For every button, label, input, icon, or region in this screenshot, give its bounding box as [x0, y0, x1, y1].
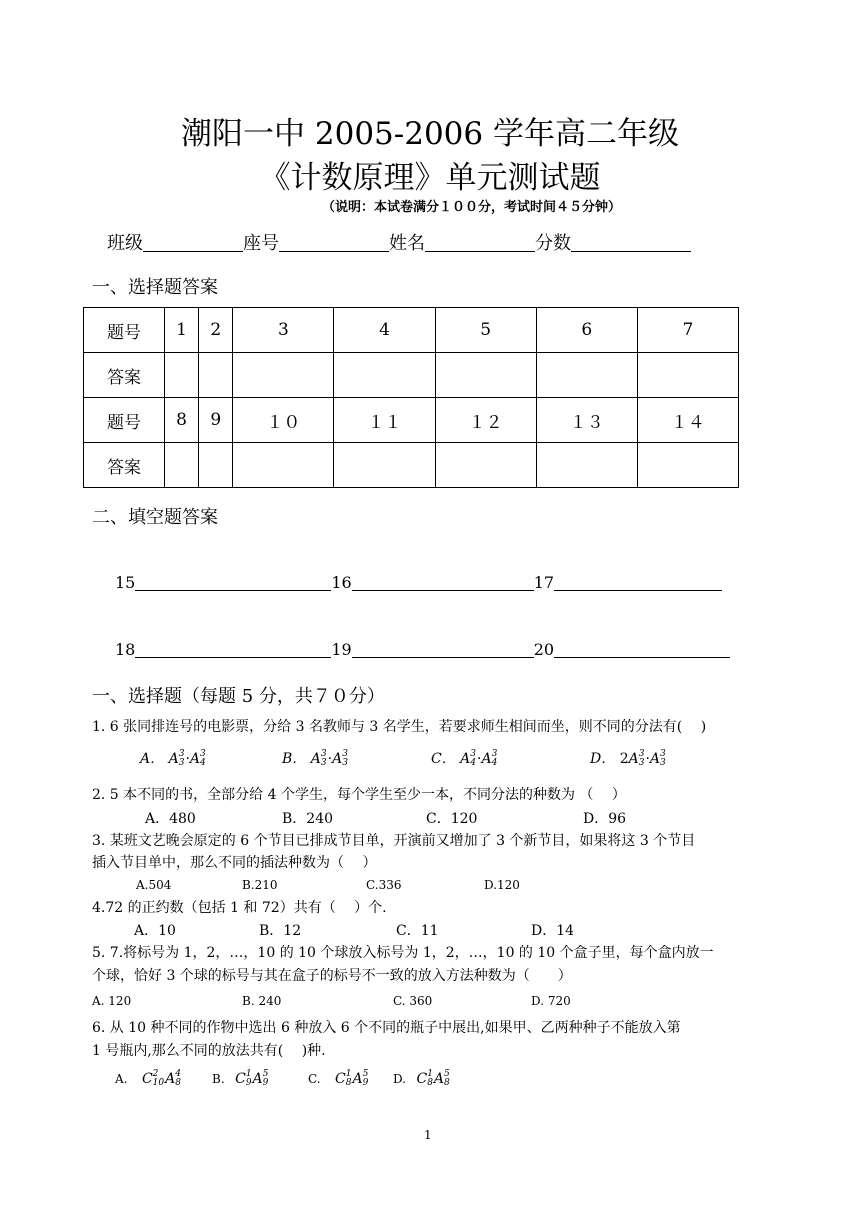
question-2-option-d: D．96 — [583, 811, 627, 827]
page-number: 1 — [424, 1128, 432, 1142]
question-6-text-line2: 1 号瓶内,那么不同的放法共有( )种. — [92, 1043, 326, 1059]
answer-cell[interactable] — [536, 443, 637, 488]
question-3-option-b: B.210 — [242, 878, 278, 892]
question-1-option-b: B． A 3 3 ·A 3 3 — [282, 749, 348, 768]
question-3-option-d: D.120 — [484, 878, 520, 892]
question-number: 8 — [165, 398, 199, 443]
question-3-option-a: A.504 — [136, 878, 172, 892]
question-6-option-b: B. C 1 9 A 5 9 — [212, 1069, 269, 1088]
question-number: １４ — [637, 398, 738, 443]
answer-cell[interactable] — [165, 353, 199, 398]
question-6-option-a: A. C 2 10 A 4 8 — [115, 1069, 181, 1088]
answer-cell[interactable] — [334, 443, 435, 488]
option-label: B． — [282, 751, 307, 767]
question-4-option-d: D．14 — [531, 923, 575, 939]
row-label: 题号 — [84, 308, 165, 353]
page-title: 潮阳一中 2005-2006 学年高二年级 — [181, 116, 679, 152]
fill-number-19: 19 — [331, 640, 352, 659]
question-4-option-b: B．12 — [259, 923, 302, 939]
fill-blank-15[interactable] — [135, 572, 331, 591]
question-number: 6 — [536, 308, 637, 353]
question-2-text: 2. 5 本不同的书，全部分给 4 个学生，每个学生至少一本，不同分法的种数为 （ ） — [92, 787, 626, 803]
answer-cell[interactable] — [637, 353, 738, 398]
question-number: 9 — [199, 398, 233, 443]
option-label: C． — [431, 751, 456, 767]
question-5-option-a: A. 120 — [92, 994, 132, 1008]
table-row — [84, 443, 739, 488]
question-5-option-b: B. 240 — [242, 994, 282, 1008]
fill-number-18: 18 — [115, 640, 136, 659]
fill-blank-16[interactable] — [352, 572, 534, 591]
fill-number-20: 20 — [533, 640, 555, 659]
choice-questions-heading: 一、选择题（每题 5 分，共７０分） — [92, 686, 385, 707]
answer-cell[interactable] — [199, 353, 233, 398]
table-row — [84, 353, 739, 398]
question-1-option-d: D． 2A 3 3 ·A 3 3 — [590, 749, 666, 768]
option-label: D. — [393, 1072, 407, 1086]
option-label: C. — [308, 1072, 321, 1086]
question-number: 1 — [165, 308, 199, 353]
table-row — [84, 398, 739, 443]
question-6-text-line1: 6. 从 10 种不同的作物中选出 6 种放入 6 个不同的瓶子中展出,如果甲、乙两种种子不能放入第 — [92, 1020, 681, 1036]
answer-cell[interactable] — [435, 443, 536, 488]
question-2-option-a: A．480 — [145, 811, 196, 827]
question-number: １０ — [233, 398, 334, 443]
question-3-text-line1: 3. 某班文艺晚会原定的 6 个节目已排成节目单，开演前又增加了 3 个新节目，如果将这 3 个节目 — [92, 833, 696, 849]
fill-blank-17[interactable] — [554, 572, 722, 591]
fill-answers-heading: 二、填空题答案 — [92, 507, 218, 528]
score-label: 分数 — [535, 233, 571, 254]
question-number: １１ — [334, 398, 435, 443]
fill-blank-18[interactable] — [135, 639, 331, 658]
answer-cell[interactable] — [233, 443, 334, 488]
question-number: 2 — [199, 308, 233, 353]
question-1-text: 1. 6 张同排连号的电影票，分给 3 名教师与 3 名学生，若要求师生相间而坐，则不同的分法有( ) — [92, 719, 707, 735]
question-1-option-a: A． A 3 3 ·A 3 4 — [140, 749, 206, 768]
question-4-option-a: A．10 — [134, 923, 176, 939]
fill-blank-19[interactable] — [352, 639, 534, 658]
question-number: 7 — [637, 308, 738, 353]
answer-cell[interactable] — [199, 443, 233, 488]
question-number: 5 — [435, 308, 536, 353]
question-6-option-d: D. C 1 8 A 5 8 — [393, 1069, 450, 1088]
option-label: A． — [140, 751, 165, 767]
option-label: B. — [212, 1072, 225, 1086]
option-label: A. — [115, 1072, 128, 1086]
question-number: 3 — [233, 308, 334, 353]
name-label: 姓名 — [389, 233, 425, 254]
question-5-option-c: C. 360 — [393, 994, 433, 1008]
question-2-option-b: B．240 — [282, 811, 334, 827]
answer-cell[interactable] — [637, 443, 738, 488]
row-label: 答案 — [84, 443, 165, 488]
choice-answer-table — [83, 307, 739, 488]
exam-note: （说明：本试卷满分１００分，考试时间４５分钟） — [322, 200, 622, 215]
question-number: １２ — [435, 398, 536, 443]
fill-answer-row-1 — [115, 572, 722, 592]
fill-number-16: 16 — [331, 573, 352, 592]
question-5-text-line1: 5. 7.将标号为 1，2，…，10 的 10 个球放入标号为 1，2，…，10 的 10 个盒子里，每个盒内放一 — [92, 945, 714, 961]
question-3-text-line2: 插入节目单中，那么不同的插法种数为（ ） — [92, 855, 377, 871]
answer-cell[interactable] — [536, 353, 637, 398]
score-blank[interactable] — [571, 233, 691, 252]
page-subtitle: 《计数原理》单元测试题 — [259, 160, 601, 196]
answer-cell[interactable] — [165, 443, 199, 488]
answer-cell[interactable] — [435, 353, 536, 398]
class-label: 班级 — [107, 233, 143, 254]
question-number: １３ — [536, 398, 637, 443]
fill-number-15: 15 — [115, 573, 136, 592]
question-6-option-c: C. C 1 8 A 5 9 — [308, 1069, 369, 1088]
answer-cell[interactable] — [233, 353, 334, 398]
fill-number-17: 17 — [533, 573, 555, 592]
answer-cell[interactable] — [334, 353, 435, 398]
question-3-option-c: C.336 — [366, 878, 402, 892]
row-label: 题号 — [84, 398, 165, 443]
question-1-option-c: C． A 3 4 ·A 3 4 — [431, 749, 498, 768]
question-number: 4 — [334, 308, 435, 353]
question-5-option-d: D. 720 — [531, 994, 571, 1008]
table-row — [84, 308, 739, 353]
fill-answer-row-2 — [115, 639, 730, 659]
name-blank[interactable] — [425, 233, 535, 252]
row-label: 答案 — [84, 353, 165, 398]
seat-blank[interactable] — [279, 233, 389, 252]
choice-answers-heading: 一、选择题答案 — [92, 277, 218, 298]
question-5-text-line2: 个球，恰好 3 个球的标号与其在盒子的标号不一致的放入方法种数为（ ） — [92, 968, 572, 984]
question-2-option-c: C．120 — [426, 811, 478, 827]
info-fields — [107, 229, 691, 255]
option-label: D． — [590, 751, 616, 767]
fill-blank-20[interactable] — [554, 639, 730, 658]
seat-label: 座号 — [243, 233, 279, 254]
class-blank[interactable] — [143, 233, 243, 252]
question-4-text: 4.72 的正约数（包括 1 和 72）共有（ ）个. — [92, 900, 387, 916]
question-4-option-c: C．11 — [396, 923, 439, 939]
